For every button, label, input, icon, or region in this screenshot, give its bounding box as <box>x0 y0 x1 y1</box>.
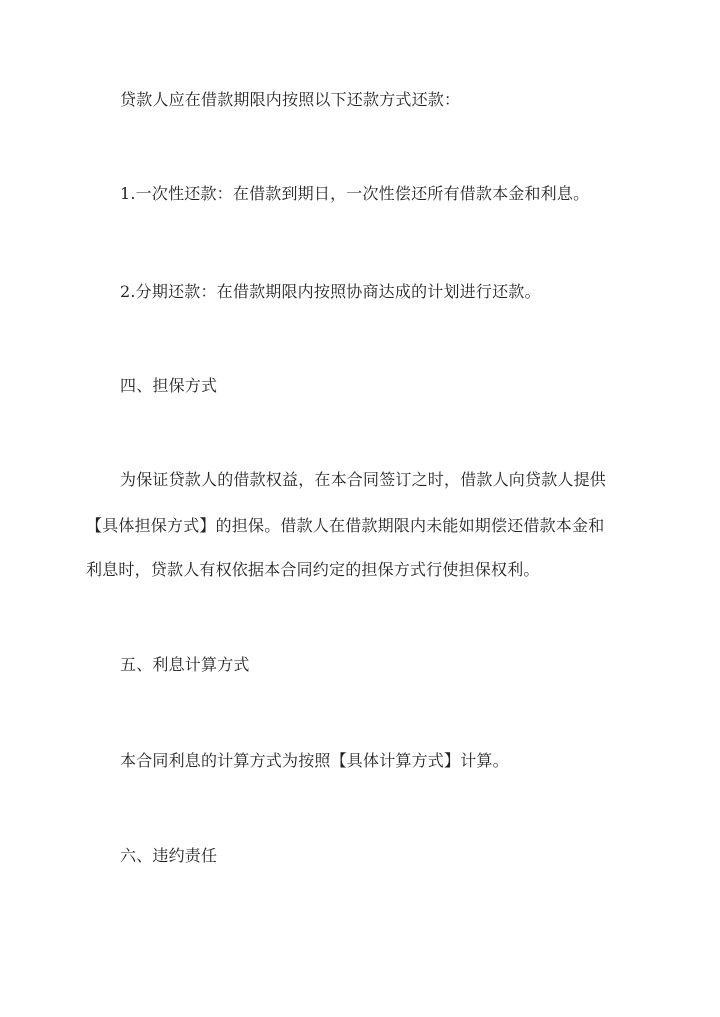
repayment-option-1: 1.一次性还款：在借款到期日，一次性偿还所有借款本金和利息。 <box>120 184 590 203</box>
section-heading-interest: 五、利息计算方式 <box>120 655 250 674</box>
intro-text: 贷款人应在借款期限内按照以下还款方式还款： <box>120 90 461 109</box>
guarantee-paragraph-line-2: 【具体担保方式】的担保。借款人在借款期限内未能如期偿还借款本金和 <box>86 516 605 535</box>
guarantee-paragraph-line-1: 为保证贷款人的借款权益，在本合同签订之时，借款人向贷款人提供 <box>120 470 607 489</box>
guarantee-paragraph-line-3: 利息时，贷款人有权依据本合同约定的担保方式行使担保权利。 <box>86 560 540 579</box>
section-heading-guarantee: 四、担保方式 <box>120 376 218 395</box>
section-heading-breach: 六、违约责任 <box>120 846 218 865</box>
repayment-option-2: 2.分期还款：在借款期限内按照协商达成的计划进行还款。 <box>120 282 541 301</box>
interest-paragraph: 本合同利息的计算方式为按照【具体计算方式】计算。 <box>120 751 509 770</box>
